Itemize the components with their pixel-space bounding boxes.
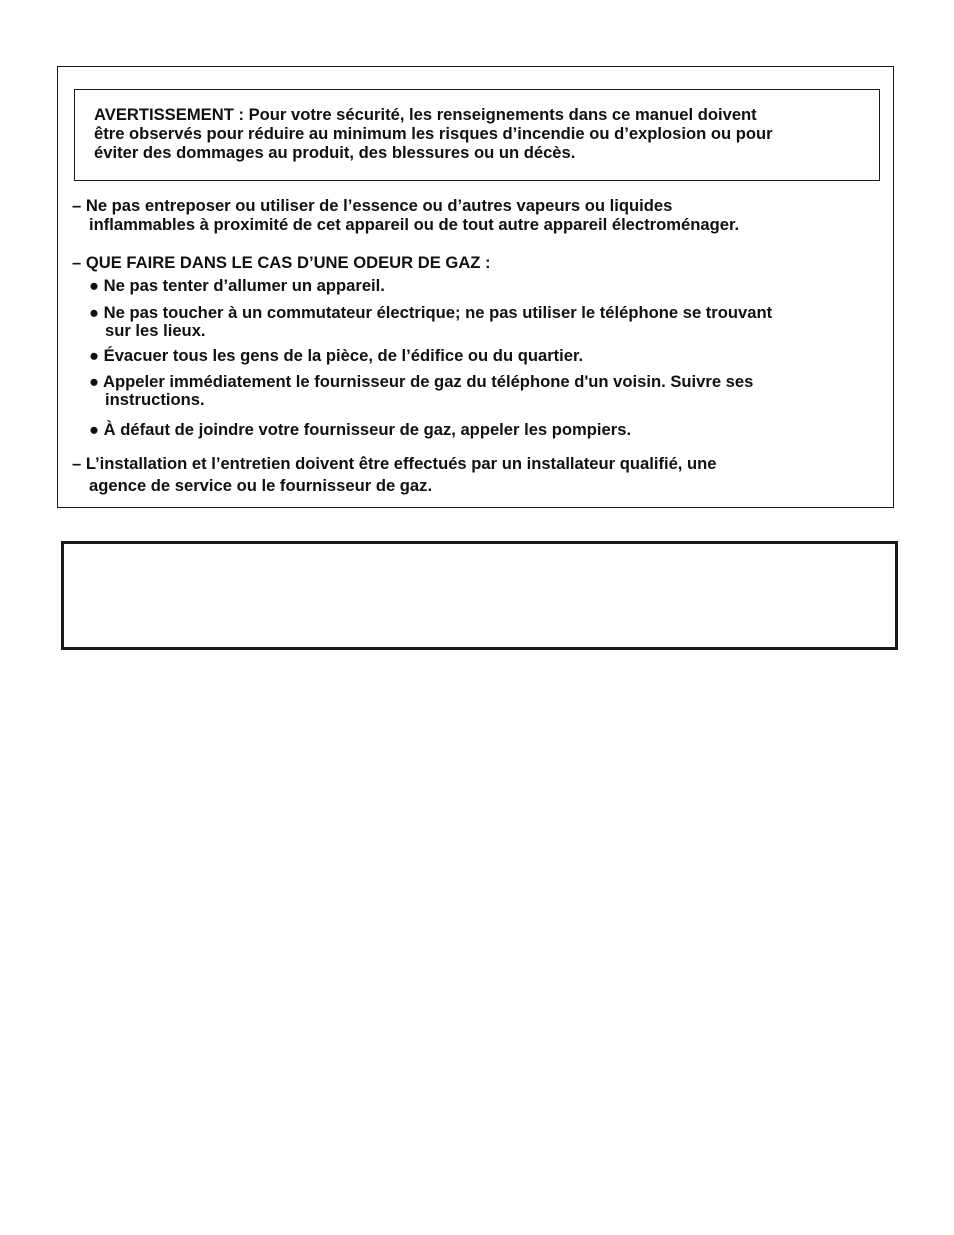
- gas-instruction-bullet: [89, 277, 385, 295]
- bullet-4-line-1: ● Appeler immédiatement le fournisseur de gaz du téléphone d'un voisin. Suivre ses: [89, 372, 754, 391]
- warning-header-box: [74, 89, 880, 181]
- warning-header-line-2: être observés pour réduire au minimum les risques d’incendie ou d’explosion ou pour: [94, 124, 773, 143]
- gas-odor-heading-text: – QUE FAIRE DANS LE CAS D’UNE ODEUR DE GAZ :: [72, 253, 491, 272]
- storage-warning-line-2: inflammables à proximité de cet appareil ou de tout autre appareil électroménager.: [89, 215, 740, 234]
- installation-warning-item: [72, 453, 717, 497]
- gas-instruction-bullet: [89, 373, 753, 409]
- bullet-4-line-2: instructions.: [105, 390, 205, 409]
- warning-header-line-1: AVERTISSEMENT : Pour votre sécurité, les renseignements dans ce manuel doivent: [94, 105, 757, 124]
- warning-header-line-3: éviter des dommages au produit, des blessures ou un décès.: [94, 143, 576, 162]
- bullet-3-line-1: ● Évacuer tous les gens de la pièce, de l’édifice ou du quartier.: [89, 346, 584, 365]
- gas-odor-heading: [72, 253, 491, 272]
- empty-notice-box: [61, 541, 898, 650]
- gas-instruction-bullet: [89, 304, 772, 340]
- storage-warning-line-1: – Ne pas entreposer ou utiliser de l’essence ou d’autres vapeurs ou liquides: [72, 196, 673, 215]
- installation-warning-line-1: – L’installation et l’entretien doivent être effectués par un installateur qualifié, une: [72, 454, 717, 473]
- bullet-1-line-1: ● Ne pas tenter d’allumer un appareil.: [89, 276, 385, 295]
- bullet-2-line-1: ● Ne pas toucher à un commutateur électrique; ne pas utiliser le téléphone se trouvant: [89, 303, 773, 322]
- storage-warning-item: [72, 196, 739, 234]
- gas-instruction-bullet: [89, 347, 583, 365]
- warning-panel: [57, 66, 894, 508]
- bullet-5-line-1: ● À défaut de joindre votre fournisseur de gaz, appeler les pompiers.: [89, 420, 632, 439]
- gas-instruction-bullet: [89, 421, 631, 439]
- bullet-2-line-2: sur les lieux.: [105, 321, 206, 340]
- installation-warning-line-2: agence de service ou le fournisseur de gaz.: [89, 476, 433, 495]
